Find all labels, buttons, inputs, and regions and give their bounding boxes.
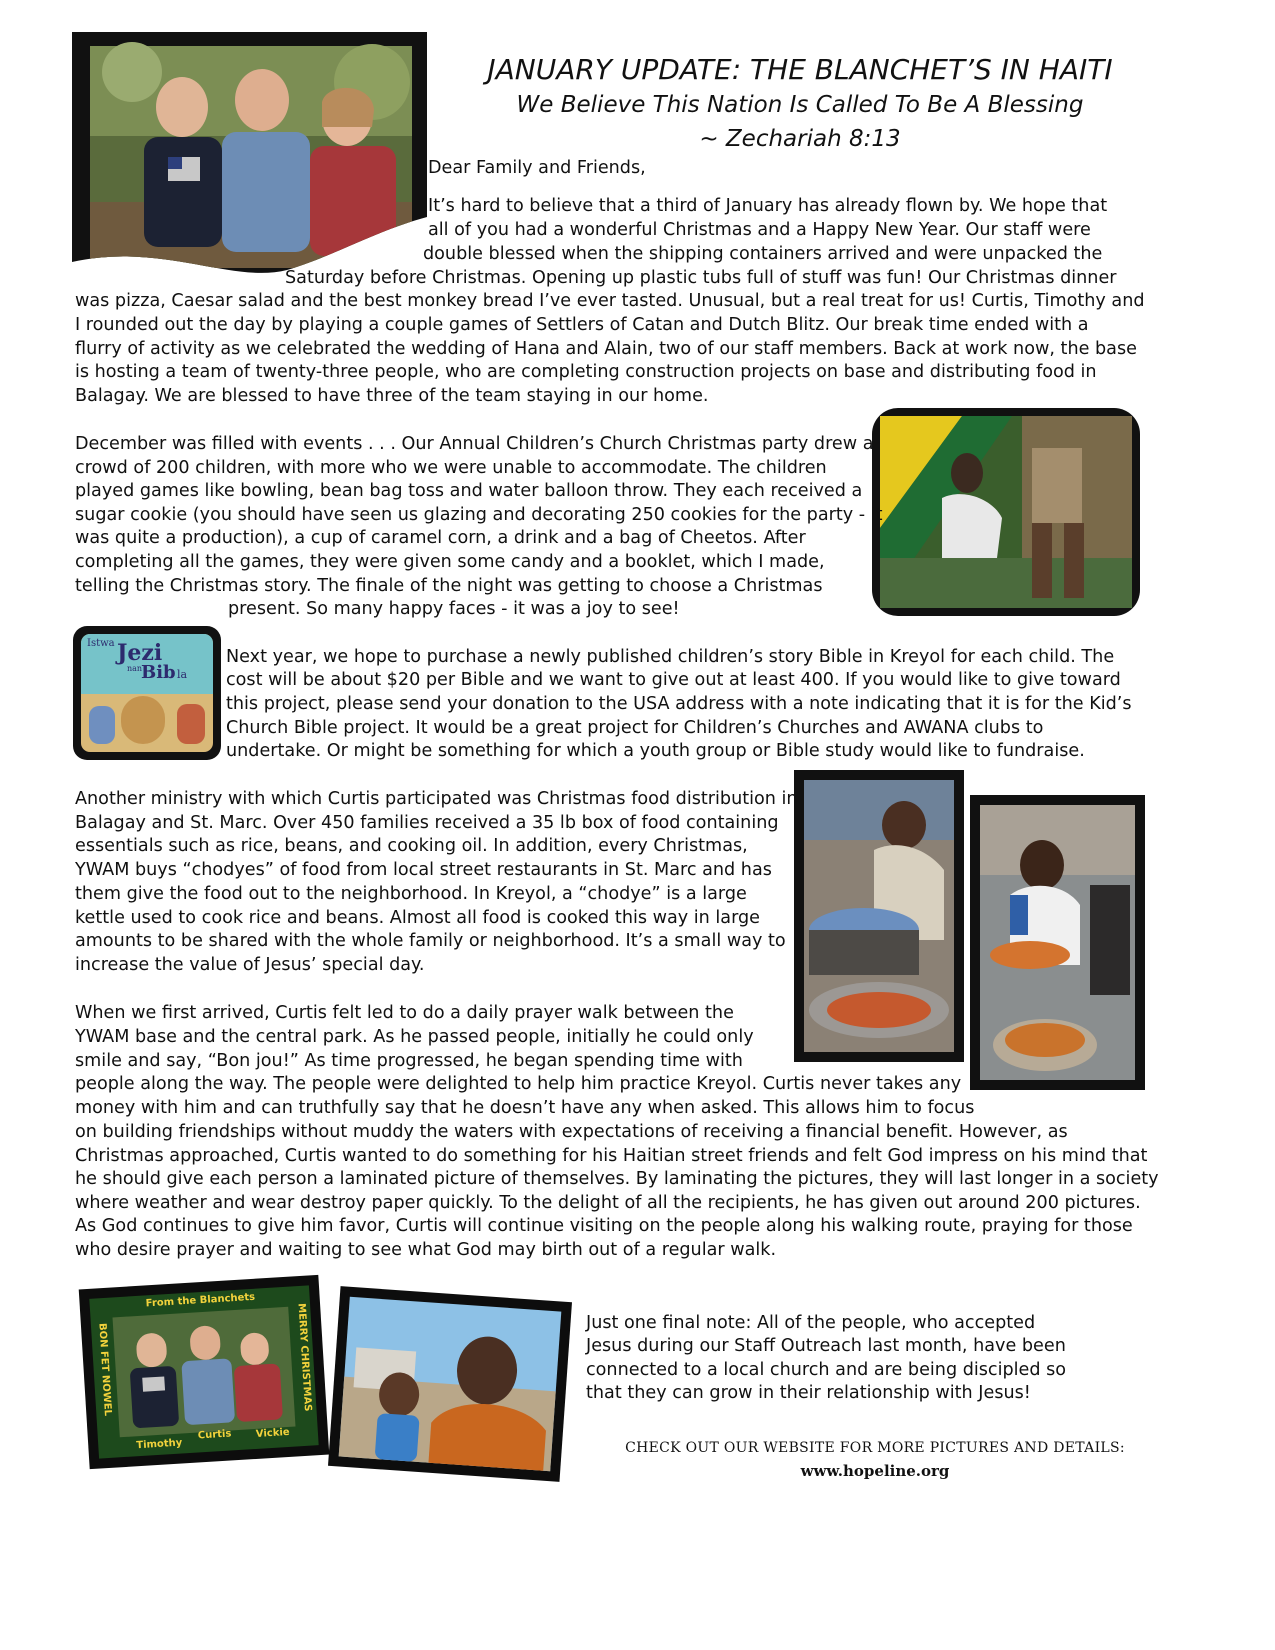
bible-cover-image xyxy=(73,626,221,760)
paragraph-2-line: completing all the games, they were given some candy and a booklet, which I made, xyxy=(75,552,825,572)
final-note-line: connected to a local church and are being discipled so xyxy=(586,1360,1067,1380)
scripture-reference: ~ Zechariah 8:13 xyxy=(699,126,901,152)
paragraph-4-line: increase the value of Jesus’ special day. xyxy=(75,955,425,975)
paragraph-1-line: Balagay. We are blessed to have three of the team staying in our home. xyxy=(75,386,709,406)
bible-cover-text: la xyxy=(177,668,188,681)
card-left-text: BON FET NOWEL xyxy=(96,1322,113,1417)
paragraph-3-line: cost will be about $20 per Bible and we want to give out at least 400. If you would like to give toward xyxy=(226,670,1121,690)
greeting: Dear Family and Friends, xyxy=(428,158,646,178)
paragraph-1-line: is hosting a team of twenty-three people, who are completing construction projects on base and distributing food in xyxy=(75,362,1097,382)
christmas-card-photo xyxy=(79,1275,330,1469)
paragraph-1-line: all of you had a wonderful Christmas and a Happy New Year. Our staff were xyxy=(428,220,1091,240)
paragraph-4-line: kettle used to cook rice and beans. Almost all food is cooked this way in large xyxy=(75,908,761,928)
card-name: Timothy xyxy=(136,1437,183,1452)
family-photo xyxy=(72,32,427,287)
man-and-child-photo xyxy=(328,1286,572,1482)
christmas-party-photo xyxy=(872,408,1140,616)
paragraph-1-line: flurry of activity as we celebrated the wedding of Hana and Alain, two of our staff members. Back at work now, the base xyxy=(75,339,1137,359)
paragraph-4-line: Another ministry with which Curtis participated was Christmas food distribution in xyxy=(75,789,798,809)
final-note-line: that they can grow in their relationship with Jesus! xyxy=(586,1383,1031,1403)
paragraph-3-line: this project, please send your donation to the USA address with a note indicating that it is for the Kid’s xyxy=(226,694,1132,714)
paragraph-3-line: Next year, we hope to purchase a newly published children’s story Bible in Kreyol for each child. The xyxy=(226,647,1115,667)
paragraph-4-line: amounts to be shared with the whole family or neighborhood. It’s a small way to xyxy=(75,931,786,951)
bible-cover-text: nan xyxy=(127,664,143,673)
paragraph-1-line: I rounded out the day by playing a couple games of Settlers of Catan and Dutch Blitz. Our break time ended with a xyxy=(75,315,1089,335)
food-distribution-photo xyxy=(794,770,964,1062)
card-name: Vickie xyxy=(255,1426,290,1440)
bible-cover-text: Istwa xyxy=(87,638,115,649)
paragraph-5-line: When we first arrived, Curtis felt led to do a daily prayer walk between the xyxy=(75,1003,734,1023)
website-callout: CHECK OUT OUR WEBSITE FOR MORE PICTURES AND DETAILS: xyxy=(625,1440,1125,1456)
paragraph-5-line: smile and say, “Bon jou!” As time progressed, he began spending time with xyxy=(75,1051,743,1071)
paragraph-2-line: sugar cookie (you should have seen us glazing and decorating 250 cookies for the party - it xyxy=(75,505,883,525)
paragraph-5-line: money with him and can truthfully say that he doesn’t have any when asked. This allows him to focus xyxy=(75,1098,975,1118)
final-note-line: Jesus during our Staff Outreach last month, have been xyxy=(586,1336,1066,1356)
paragraph-5-line: people along the way. The people were delighted to help him practice Kreyol. Curtis never takes any xyxy=(75,1074,962,1094)
paragraph-1-line: Saturday before Christmas. Opening up plastic tubs full of stuff was fun! Our Christmas dinner xyxy=(285,268,1117,288)
paragraph-5-line: on building friendships without muddy the waters with expectations of receiving a financial benefit. However, as xyxy=(75,1122,1068,1142)
paragraph-1-line: It’s hard to believe that a third of January has already flown by. We hope that xyxy=(428,196,1108,216)
page-title: JANUARY UPDATE: THE BLANCHET’S IN HAITI xyxy=(487,53,1113,86)
paragraph-5-line: who desire prayer and waiting to see what God may birth out of a regular walk. xyxy=(75,1240,777,1260)
paragraph-2-line: present. So many happy faces - it was a joy to see! xyxy=(228,599,680,619)
paragraph-2-line: crowd of 200 children, with more who we were unable to accommodate. The children xyxy=(75,458,827,478)
paragraph-5-line: where weather and wear destroy paper quickly. To the delight of all the recipients, he has given out around 200 pictures. xyxy=(75,1193,1141,1213)
paragraph-3-line: Church Bible project. It would be a great project for Children’s Churches and AWANA clubs to xyxy=(226,718,1044,738)
card-right-text: MERRY CHRISTMAS xyxy=(295,1302,314,1412)
paragraph-3-line: undertake. Or might be something for which a youth group or Bible study would like to fundraise. xyxy=(226,741,1085,761)
paragraph-2-line: telling the Christmas story. The finale of the night was getting to choose a Christmas xyxy=(75,576,823,596)
paragraph-5-line: he should give each person a laminated picture of themselves. By laminating the pictures, they will last longer in a society xyxy=(75,1169,1159,1189)
final-note-line: Just one final note: All of the people, who accepted xyxy=(586,1313,1036,1333)
paragraph-4-line: them give the food out to the neighborhood. In Kreyol, a “chodye” is a large xyxy=(75,884,747,904)
food-serving-photo xyxy=(970,795,1145,1090)
paragraph-2-line: was quite a production), a cup of caramel corn, a drink and a bag of Cheetos. After xyxy=(75,528,806,548)
paragraph-1-line: was pizza, Caesar salad and the best monkey bread I’ve ever tasted. Unusual, but a real treat for us! Curtis, Timothy and xyxy=(75,291,1145,311)
card-top-text: From the Blanchets xyxy=(145,1291,256,1310)
website-link[interactable]: www.hopeline.org xyxy=(800,1462,950,1480)
paragraph-1-line: double blessed when the shipping containers arrived and were unpacked the xyxy=(423,244,1103,264)
card-name: Curtis xyxy=(197,1428,232,1442)
paragraph-4-line: Balagay and St. Marc. Over 450 families received a 35 lb box of food containing xyxy=(75,813,779,833)
paragraph-2-line: December was filled with events . . . Our Annual Children’s Church Christmas party drew a xyxy=(75,434,874,454)
page-subtitle: We Believe This Nation Is Called To Be A Blessing xyxy=(516,92,1084,118)
paragraph-5-line: YWAM base and the central park. As he passed people, initially he could only xyxy=(75,1027,754,1047)
bible-cover-text: Bib xyxy=(141,662,176,683)
paragraph-5-line: Christmas approached, Curtis wanted to do something for his Haitian street friends and felt God impress on his mind that xyxy=(75,1146,1148,1166)
paragraph-2-line: played games like bowling, bean bag toss and water balloon throw. They each received a xyxy=(75,481,863,501)
bible-cover-text: Jezi xyxy=(117,640,163,666)
paragraph-4-line: YWAM buys “chodyes” of food from local street restaurants in St. Marc and has xyxy=(75,860,772,880)
paragraph-4-line: essentials such as rice, beans, and cooking oil. In addition, every Christmas, xyxy=(75,836,748,856)
paragraph-5-line: As God continues to give him favor, Curtis will continue visiting on the people along his walking route, praying for those xyxy=(75,1216,1133,1236)
